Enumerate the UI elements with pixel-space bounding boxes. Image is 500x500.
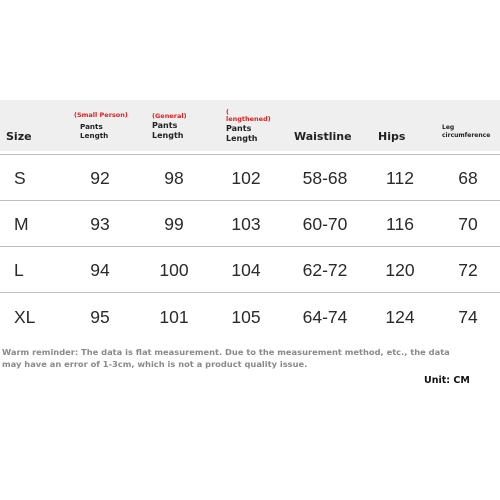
size-cell: L — [14, 259, 24, 280]
pants-length-small-cell: 93 — [90, 213, 110, 234]
hips-cell: 124 — [385, 306, 415, 327]
size-cell: M — [14, 213, 29, 234]
pants-length-lengthened-cell: 104 — [231, 259, 261, 280]
pants-length-lengthened-cell: 102 — [231, 167, 261, 188]
waistline-cell: 60-70 — [302, 213, 348, 234]
waistline-cell: 58-68 — [302, 167, 348, 188]
pants-length-small-header — [74, 111, 128, 140]
pants-length-general-cell: 101 — [159, 306, 189, 327]
general-note: (General) — [152, 112, 187, 120]
small-person-note: (Small Person) — [74, 111, 128, 119]
waistline-cell: 64-74 — [302, 306, 348, 327]
pants-length-label: Pants Length — [152, 121, 184, 140]
leg-circumference-cell: 74 — [458, 306, 478, 327]
pants-length-lengthened-cell: 103 — [231, 213, 261, 234]
waistline-cell: 62-72 — [302, 259, 348, 280]
hips-header — [378, 125, 405, 144]
lengthened-note: ( lengthened) — [226, 108, 271, 123]
leg-circumference-label: Leg circumference — [442, 124, 491, 139]
size-cell: S — [14, 167, 26, 188]
pants-length-label: Pants Length — [80, 122, 109, 140]
size-header-label: Size — [6, 130, 32, 143]
pants-length-small-cell: 95 — [90, 306, 110, 327]
table-row — [0, 154, 500, 201]
table-row — [0, 200, 500, 247]
size-cell: XL — [14, 306, 36, 327]
hips-cell: 112 — [386, 167, 414, 188]
leg-circumference-cell: 70 — [458, 213, 478, 234]
size-chart-table — [0, 100, 500, 341]
hips-cell: 120 — [385, 259, 415, 280]
pants-length-lengthened-cell: 105 — [231, 306, 261, 327]
pants-length-small-cell: 94 — [90, 259, 110, 280]
table-header — [0, 100, 500, 151]
leg-circumference-header — [442, 124, 490, 140]
pants-length-lengthened-header — [226, 108, 271, 144]
hips-cell: 116 — [386, 213, 414, 234]
table-row — [0, 292, 500, 341]
warm-reminder-text: Warm reminder: The data is flat measurement. Due to the measurement method, etc., the data may have an error of 1-3cm, which is not a product quality issue. — [2, 347, 450, 369]
pants-length-general-header — [152, 112, 187, 141]
size-header — [6, 125, 32, 144]
leg-circumference-cell: 72 — [458, 259, 478, 280]
pants-length-general-cell: 98 — [164, 167, 184, 188]
pants-length-label: Pants Length — [226, 124, 258, 143]
waistline-label: Waistline — [294, 130, 352, 143]
pants-length-general-cell: 100 — [159, 259, 189, 280]
pants-length-small-cell: 92 — [90, 167, 110, 188]
leg-circumference-cell: 68 — [458, 167, 478, 188]
table-row — [0, 246, 500, 293]
waistline-header — [294, 125, 352, 144]
hips-label: Hips — [378, 130, 406, 143]
unit-label: Unit: CM — [424, 375, 470, 386]
pants-length-general-cell: 99 — [164, 213, 184, 234]
